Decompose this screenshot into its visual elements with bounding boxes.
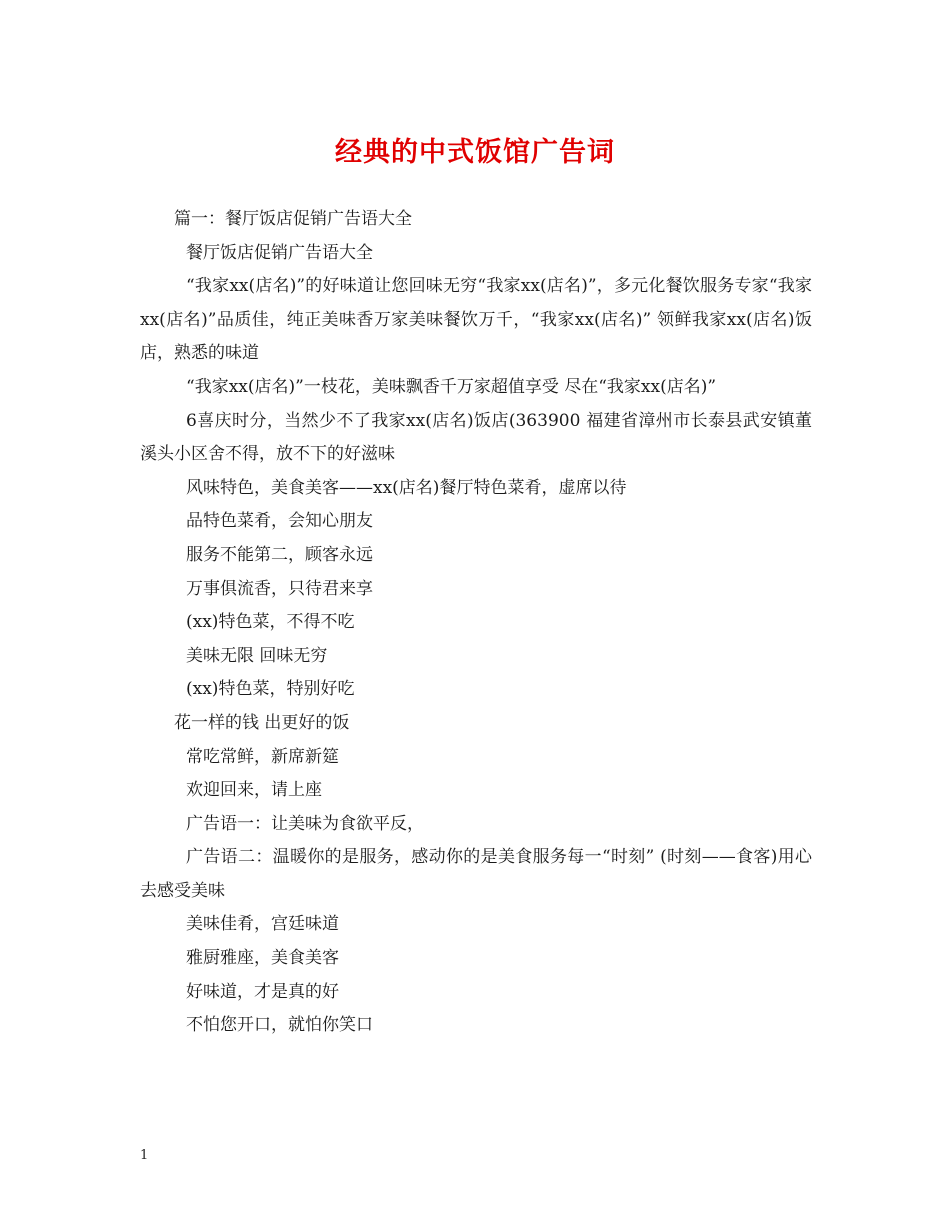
page-number: 1 [140, 1148, 149, 1163]
paragraph: 花一样的钱 出更好的饭 [174, 712, 350, 733]
paragraph: 风味特色，美食美客——xx(店名)餐厅特色菜肴，虚席以待 [186, 477, 627, 498]
paragraph: 品特色菜肴，会知心朋友 [186, 511, 373, 532]
paragraph: 不怕您开口，就怕你笑口 [186, 1015, 373, 1036]
paragraph: 广告语一：让美味为食欲平反， [186, 813, 424, 834]
paragraph: 6喜庆时分，当然少不了我家xx(店名)饭店(363900 福建省漳州市长泰县武安镇董溪头小区舍不得，放不下的好滋味 [140, 410, 812, 465]
paragraph: 万事俱流香，只待君来享 [186, 578, 373, 599]
paragraph: 餐厅饭店促销广告语大全 [186, 242, 373, 263]
paragraph: 常吃常鲜，新席新筵 [186, 746, 339, 767]
section-heading: 篇一：餐厅饭店促销广告语大全 [174, 209, 412, 229]
paragraph: 服务不能第二，顾客永远 [186, 544, 373, 565]
document-title: 经典的中式饭馆广告词 [335, 137, 615, 168]
paragraph: (xx)特色菜，不得不吃 [186, 612, 355, 633]
paragraph: 美味佳肴，宫廷味道 [186, 914, 339, 935]
paragraph: “我家xx(店名)”的好味道让您回味无穷“我家xx(店名)”，多元化餐饮服务专家“我家xx(店名)”品质佳，纯正美味香万家美味餐饮万千，“我家xx(店名)” 领鲜我家xx(店名)饭店，熟悉的味道 [140, 276, 812, 364]
paragraph: 雅厨雅座，美食美客 [186, 948, 339, 969]
paragraph: 好味道，才是真的好 [186, 981, 339, 1002]
document-body [140, 203, 812, 1043]
paragraph: (xx)特色菜，特别好吃 [186, 679, 355, 700]
paragraph: “我家xx(店名)”一枝花，美味飘香千万家超值享受 尽在“我家xx(店名)” [186, 376, 717, 397]
paragraph: 欢迎回来，请上座 [186, 780, 322, 801]
paragraph: 广告语二：温暖你的是服务，感动你的是美食服务每一“时刻” (时刻——食客)用心去感受美味 [140, 847, 812, 901]
paragraph: 美味无限 回味无穷 [186, 645, 328, 666]
